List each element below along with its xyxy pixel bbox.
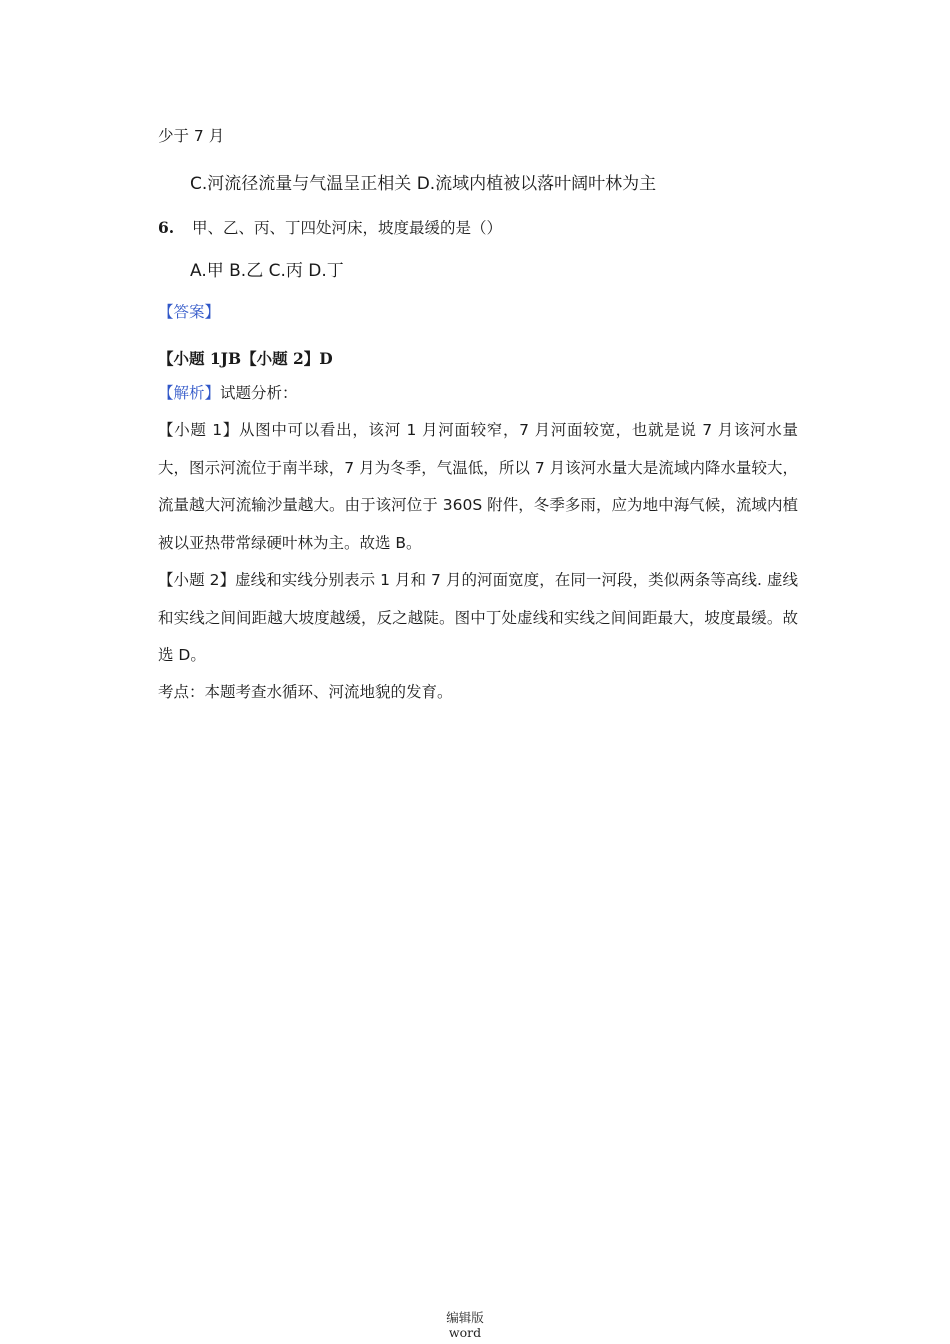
q6-stem: 甲、乙、丙、丁四处河床，坡度最缓的是（） [192,219,503,237]
answer-label: 【答案】 [158,303,221,321]
q6-number: 6. [158,218,175,237]
q5-option-d: D.流域内植被以落叶阔叶林为主 [416,174,657,194]
answer-text: 【小题 1JB【小题 2】D [158,349,333,368]
footer-word-label: word [448,1325,482,1340]
analysis-paragraph-2: 【小题 2】虚线和实线分别表示 1 月和 7 月的河面宽度，在同一河段，类似两条等高线. 虚线和实线之间间距越大坡度越缓，反之越陡。图中丁处虚线和实线之间间距最大，坡度最缓。故选 D。 [158,571,798,664]
analysis-intro: 试题分析： [220,384,298,402]
q6-stem-line [158,218,502,238]
q6-options: A.甲 B.乙 C.丙 D.丁 [190,261,344,281]
footer-edit-label: 编辑版 [446,1310,484,1325]
q5-option-c: C.河流径流量与气温呈正相关 [190,174,412,194]
kaodian-line: 考点：本题考查水循环、河流地貌的发育。 [158,683,453,701]
q5-option-b-continuation: 少于 7 月 [158,127,225,145]
q5-options-cd [190,174,656,194]
analysis-label: 【解析】 [158,384,221,402]
analysis-header [158,383,298,403]
analysis-paragraph-1: 【小题 1】从图中可以看出，该河 1 月河面较窄，7 月河面较宽，也就是说 7 月该河水量大，图示河流位于南半球，7 月为冬季，气温低，所以 7 月该河水量大是流域内降水量较大，流量越大河流输沙量越大。由于该河位于 360S 附件，冬季多雨，应为地中海气候，流域内植被以亚热带常绿硬叶林为主。故选 B。 [158,421,798,552]
